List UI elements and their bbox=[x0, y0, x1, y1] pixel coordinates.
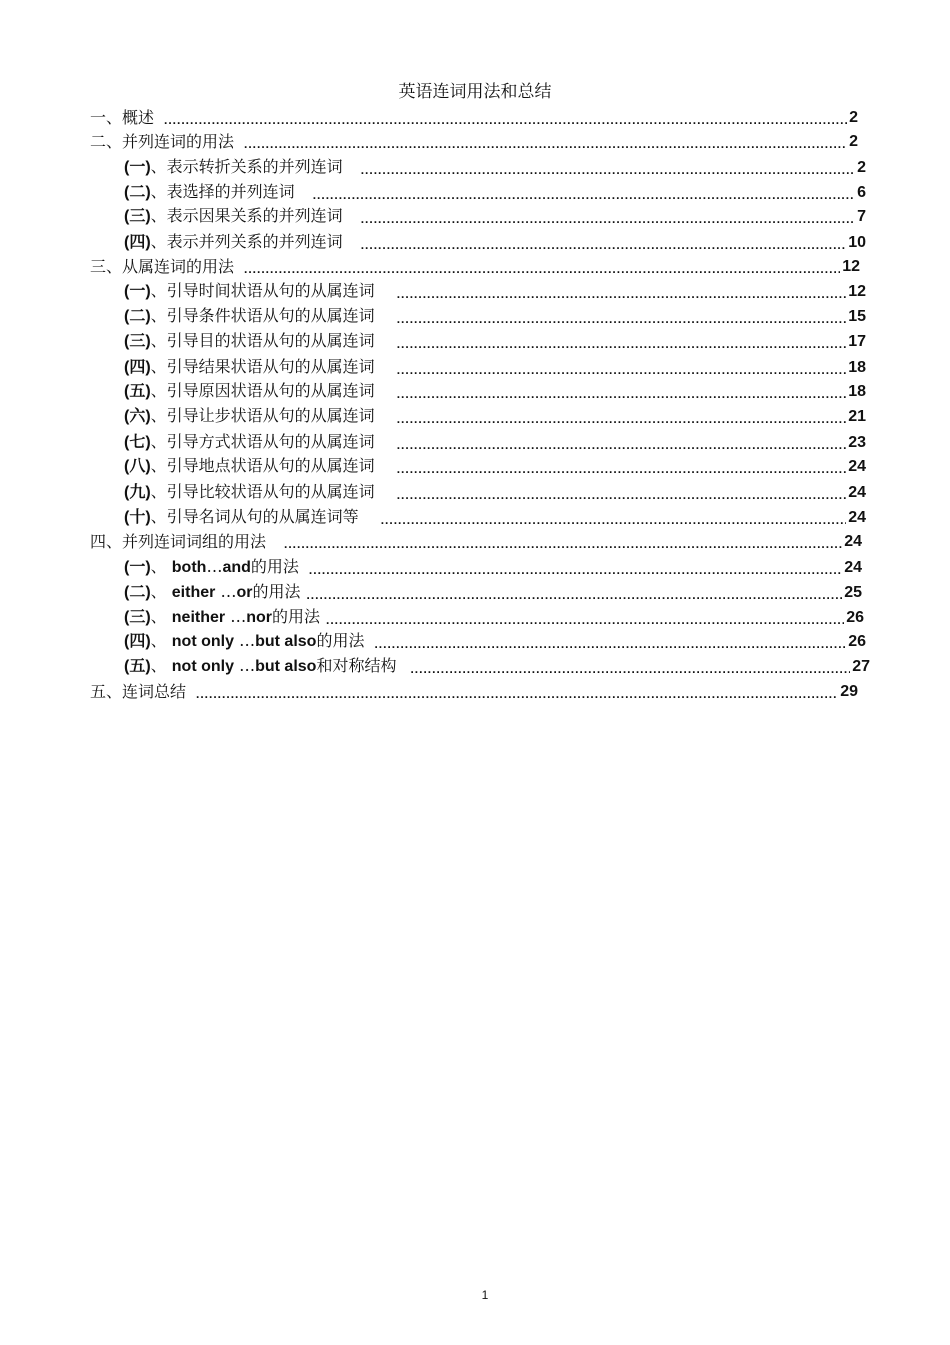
toc-leader-dots bbox=[196, 686, 838, 702]
toc-keyword: not only bbox=[171, 658, 234, 675]
toc-subentry-number: (四) bbox=[124, 633, 151, 650]
toc-leader-dots bbox=[326, 612, 844, 628]
toc-page-number: 12 bbox=[842, 258, 860, 275]
toc-leader-dots bbox=[361, 237, 847, 253]
toc-subentry[interactable] bbox=[124, 203, 866, 227]
toc-entry-label: 、引导方式状语从句的从属连词 bbox=[150, 432, 375, 451]
toc-entry-label: 、引导比较状语从句的从属连词 bbox=[150, 482, 375, 501]
toc-entry-label: 三、从属连词的用法 bbox=[90, 257, 235, 276]
toc-leader-dots bbox=[309, 562, 842, 578]
toc-leader-dots bbox=[397, 487, 847, 503]
toc-keyword: both bbox=[171, 559, 207, 576]
toc-subentry[interactable] bbox=[124, 504, 866, 528]
toc-leader-dots bbox=[164, 112, 847, 128]
toc-subentry-number: (四) bbox=[124, 234, 151, 251]
toc-page-number: 25 bbox=[844, 584, 862, 601]
toc-subentry-number: (十) bbox=[124, 509, 151, 526]
toc-entry-label: 、引导目的状语从句的从属连词 bbox=[150, 331, 375, 350]
toc-page-number: 10 bbox=[848, 234, 866, 251]
toc-subentry[interactable] bbox=[124, 154, 866, 178]
toc-entry-label: 、引导结果状语从句的从属连词 bbox=[150, 357, 375, 376]
toc-subentry[interactable] bbox=[124, 579, 862, 603]
toc-page-number: 7 bbox=[857, 208, 866, 225]
toc-page-number: 23 bbox=[848, 434, 866, 451]
toc-leader-dots bbox=[244, 136, 847, 152]
toc-subentry-number: (一) bbox=[124, 283, 151, 300]
toc-subentry[interactable] bbox=[124, 628, 866, 652]
toc-page-number: 26 bbox=[848, 633, 866, 650]
toc-subentry-number: (八) bbox=[124, 458, 151, 475]
toc-ellipsis: … bbox=[206, 557, 223, 576]
toc-entry-label: 、引导条件状语从句的从属连词 bbox=[150, 306, 375, 325]
toc-page-number: 17 bbox=[848, 333, 866, 350]
toc-entry-label: 、引导让步状语从句的从属连词 bbox=[150, 406, 375, 425]
toc-ellipsis: … bbox=[239, 631, 256, 650]
toc-subentry[interactable] bbox=[124, 229, 866, 253]
toc-page-number: 27 bbox=[852, 658, 870, 675]
toc-page-number: 2 bbox=[849, 109, 858, 126]
toc-entry-summary[interactable] bbox=[90, 678, 858, 702]
toc-subentry[interactable] bbox=[124, 403, 866, 427]
toc-subentry[interactable] bbox=[124, 378, 866, 402]
toc-leader-dots bbox=[244, 261, 840, 277]
toc-page-number: 2 bbox=[857, 159, 866, 176]
toc-page-number: 24 bbox=[844, 533, 862, 550]
toc-subentry-number: (七) bbox=[124, 434, 151, 451]
toc-entry-label: 一、概述 bbox=[90, 108, 155, 127]
toc-page-number: 26 bbox=[846, 609, 864, 626]
toc-leader-dots bbox=[397, 311, 847, 327]
toc-entry-label: 、引导时间状语从句的从属连词 bbox=[150, 281, 375, 300]
toc-subentry-number: (六) bbox=[124, 408, 151, 425]
toc-entry-label: 二、并列连词的用法 bbox=[90, 132, 235, 151]
toc-subentry-number: (五) bbox=[124, 383, 151, 400]
toc-leader-dots bbox=[397, 386, 847, 402]
toc-entry-label: 、表示转折关系的并列连词 bbox=[150, 157, 343, 176]
toc-keyword: or bbox=[236, 584, 253, 601]
toc-keyword: but also bbox=[255, 633, 317, 650]
toc-entry-subordinating[interactable] bbox=[90, 253, 860, 277]
toc-subentry-number: (二) bbox=[124, 184, 151, 201]
toc-leader-dots bbox=[361, 211, 855, 227]
toc-keyword: either bbox=[171, 584, 216, 601]
toc-keyword: and bbox=[222, 559, 251, 576]
toc-leader-dots bbox=[397, 362, 847, 378]
toc-subentry-number: (一) bbox=[124, 559, 151, 576]
toc-page-number: 18 bbox=[848, 359, 866, 376]
toc-subentry[interactable] bbox=[124, 453, 866, 477]
toc-leader-dots bbox=[397, 286, 847, 302]
toc-entry-label: 、表示因果关系的并列连词 bbox=[150, 206, 343, 225]
toc-entry-label: 、引导原因状语从句的从属连词 bbox=[150, 381, 375, 400]
toc-leader-dots bbox=[306, 587, 842, 603]
toc-entry-label: 的用法 bbox=[316, 631, 365, 650]
toc-leader-dots bbox=[410, 661, 850, 677]
toc-subentry-number: (二) bbox=[124, 308, 151, 325]
toc-entry-label: 的用法 bbox=[250, 557, 299, 576]
toc-entry-label: 的用法 bbox=[252, 582, 301, 601]
toc-entry-coordinating[interactable] bbox=[90, 128, 858, 152]
toc-subentry[interactable] bbox=[124, 354, 866, 378]
toc-subentry-number: (五) bbox=[124, 658, 151, 675]
toc-subentry[interactable] bbox=[124, 328, 866, 352]
toc-page-number: 24 bbox=[848, 458, 866, 475]
toc-subentry-number: (三) bbox=[124, 333, 151, 350]
toc-entry-separator: 、 bbox=[150, 607, 167, 626]
toc-page-number: 12 bbox=[848, 283, 866, 300]
toc-entry-label: 五、连词总结 bbox=[90, 682, 187, 701]
toc-subentry-number: (三) bbox=[124, 208, 151, 225]
toc-keyword: nor bbox=[246, 609, 272, 626]
toc-leader-dots bbox=[313, 187, 855, 203]
toc-subentry[interactable] bbox=[124, 278, 866, 302]
toc-leader-dots bbox=[397, 437, 847, 453]
toc-keyword: not only bbox=[171, 633, 234, 650]
toc-page-number: 6 bbox=[857, 184, 866, 201]
page-number-footer: 1 bbox=[481, 1288, 489, 1302]
toc-entry-label: 和对称结构 bbox=[316, 656, 397, 675]
toc-subentry-number: (三) bbox=[124, 609, 151, 626]
toc-page-number: 18 bbox=[848, 383, 866, 400]
toc-page-number: 24 bbox=[848, 509, 866, 526]
toc-ellipsis: … bbox=[220, 582, 237, 601]
toc-subentry-number: (一) bbox=[124, 159, 151, 176]
toc-leader-dots bbox=[397, 411, 847, 427]
toc-entry-label: 、表示并列关系的并列连词 bbox=[150, 232, 343, 251]
toc-entry-separator: 、 bbox=[150, 631, 167, 650]
toc-entry-separator: 、 bbox=[150, 557, 167, 576]
toc-entry-label: 、引导名词从句的从属连词等 bbox=[150, 507, 359, 526]
toc-keyword: but also bbox=[255, 658, 317, 675]
toc-entry-overview[interactable] bbox=[90, 104, 858, 128]
toc-page-number: 15 bbox=[848, 308, 866, 325]
toc-entry-separator: 、 bbox=[150, 656, 167, 675]
toc-entry-label: 四、并列连词词组的用法 bbox=[90, 532, 267, 551]
toc-subentry[interactable] bbox=[124, 179, 866, 203]
toc-entry-separator: 、 bbox=[150, 582, 167, 601]
document-title: 英语连词用法和总结 bbox=[398, 82, 552, 102]
toc-subentry-number: (二) bbox=[124, 584, 151, 601]
toc-page-number: 24 bbox=[848, 484, 866, 501]
toc-leader-dots bbox=[361, 162, 855, 178]
toc-entry-label: 、引导地点状语从句的从属连词 bbox=[150, 456, 375, 475]
toc-subentry[interactable] bbox=[124, 303, 866, 327]
toc-leader-dots bbox=[381, 512, 847, 528]
toc-subentry[interactable] bbox=[124, 653, 870, 677]
toc-subentry-number: (九) bbox=[124, 484, 151, 501]
toc-page-number: 24 bbox=[844, 559, 862, 576]
toc-leader-dots bbox=[284, 536, 842, 552]
toc-page-number: 2 bbox=[849, 133, 858, 150]
toc-entry-correlative[interactable] bbox=[90, 528, 862, 552]
toc-entry-label: 、表选择的并列连词 bbox=[150, 182, 295, 201]
toc-subentry[interactable] bbox=[124, 604, 864, 628]
toc-leader-dots bbox=[397, 336, 847, 352]
toc-leader-dots bbox=[374, 636, 846, 652]
toc-keyword: neither bbox=[171, 609, 226, 626]
toc-ellipsis: … bbox=[230, 607, 247, 626]
toc-subentry[interactable] bbox=[124, 554, 862, 578]
toc-subentry[interactable] bbox=[124, 429, 866, 453]
toc-leader-dots bbox=[397, 461, 847, 477]
toc-entry-label: 的用法 bbox=[272, 607, 321, 626]
toc-subentry[interactable] bbox=[124, 479, 866, 503]
toc-page-number: 21 bbox=[848, 408, 866, 425]
toc-ellipsis: … bbox=[239, 656, 256, 675]
toc-page-number: 29 bbox=[840, 683, 858, 700]
toc-subentry-number: (四) bbox=[124, 359, 151, 376]
